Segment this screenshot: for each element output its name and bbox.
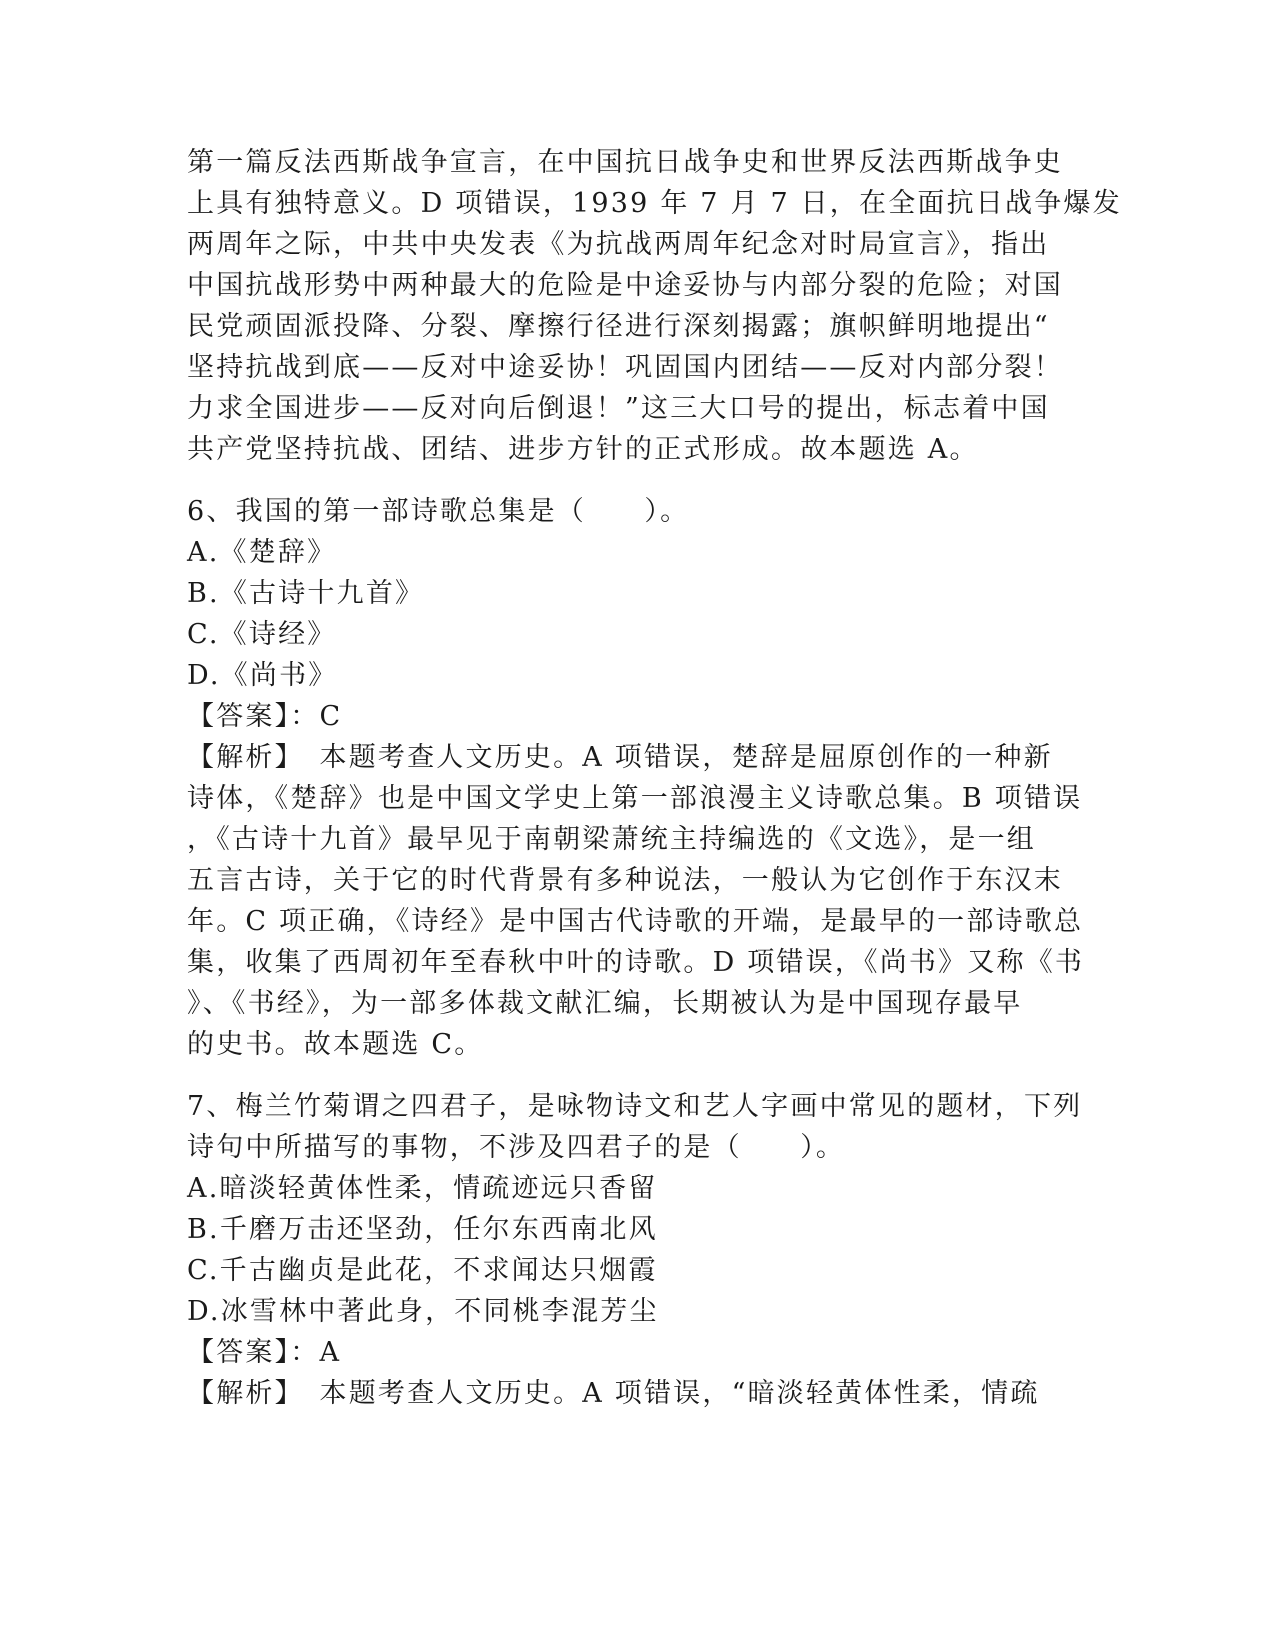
- explanation-line: 集，收集了西周初年至春秋中叶的诗歌。D 项错误，《尚书》又称《书: [187, 947, 1085, 978]
- text-line: 上具有独特意义。D 项错误，1939 年 7 月 7 日，在全面抗日战争爆发: [187, 188, 1122, 219]
- text-line: 民党顽固派投降、分裂、摩擦行径进行深刻揭露；旗帜鲜明地提出“: [187, 311, 1050, 342]
- explanation-line: 五言古诗，关于它的时代背景有多种说法，一般认为它创作于东汉末: [187, 865, 1063, 896]
- explanation-line: 【解析】 本题考查人文历史。A 项错误，楚辞是屈原创作的一种新: [187, 742, 1053, 773]
- option-c: C.千古幽贞是此花，不求闻达只烟霞: [187, 1255, 658, 1286]
- question-stem: 7、梅兰竹菊谓之四君子，是咏物诗文和艺人字画中常见的题材，下列: [187, 1091, 1083, 1122]
- text-line: 两周年之际，中共中央发表《为抗战两周年纪念对时局宣言》，指出: [187, 229, 1050, 260]
- text-line: 中国抗战形势中两种最大的危险是中途妥协与内部分裂的危险；对国: [187, 270, 1063, 301]
- answer-line: 【答案】：C: [187, 701, 343, 732]
- explanation-line: 》、《书经》，为一部多体裁文献汇编，长期被认为是中国现存最早: [187, 988, 1023, 1019]
- text-line: 力求全国进步——反对向后倒退！”这三大口号的提出，标志着中国: [187, 393, 1050, 424]
- option-c: C.《诗经》: [187, 619, 337, 650]
- explanation-line: 的史书。故本题选 C。: [187, 1029, 484, 1060]
- option-a: A.《楚辞》: [187, 537, 337, 568]
- question-stem: 6、我国的第一部诗歌总集是（ ）。: [187, 496, 690, 527]
- explanation-line: 诗体，《楚辞》也是中国文学史上第一部浪漫主义诗歌总集。B 项错误: [187, 783, 1083, 814]
- question-stem: 诗句中所描写的事物，不涉及四君子的是（ ）。: [187, 1132, 846, 1163]
- option-d: D.冰雪林中著此身，不同桃李混芳尘: [187, 1296, 659, 1327]
- option-b: B.千磨万击还坚劲，任尔东西南北风: [187, 1214, 658, 1245]
- text-line: 共产党坚持抗战、团结、进步方针的正式形成。故本题选 A。: [187, 434, 979, 465]
- explanation-line: 年。C 项正确，《诗经》是中国古代诗歌的开端，是最早的一部诗歌总: [187, 906, 1084, 937]
- option-b: B.《古诗十九首》: [187, 578, 425, 609]
- option-d: D.《尚书》: [187, 660, 338, 691]
- explanation-line: ，《古诗十九首》最早见于南朝梁萧统主持编选的《文选》，是一组: [187, 824, 1036, 855]
- answer-line: 【答案】：A: [187, 1337, 342, 1368]
- option-a: A.暗淡轻黄体性柔，情疏迹远只香留: [187, 1173, 658, 1204]
- explanation-line: 【解析】 本题考查人文历史。A 项错误，“暗淡轻黄体性柔，情疏: [187, 1378, 1040, 1409]
- text-line: 坚持抗战到底——反对中途妥协！巩固国内团结——反对内部分裂！: [187, 352, 1063, 383]
- text-line: 第一篇反法西斯战争宣言，在中国抗日战争史和世界反法西斯战争史: [187, 147, 1063, 178]
